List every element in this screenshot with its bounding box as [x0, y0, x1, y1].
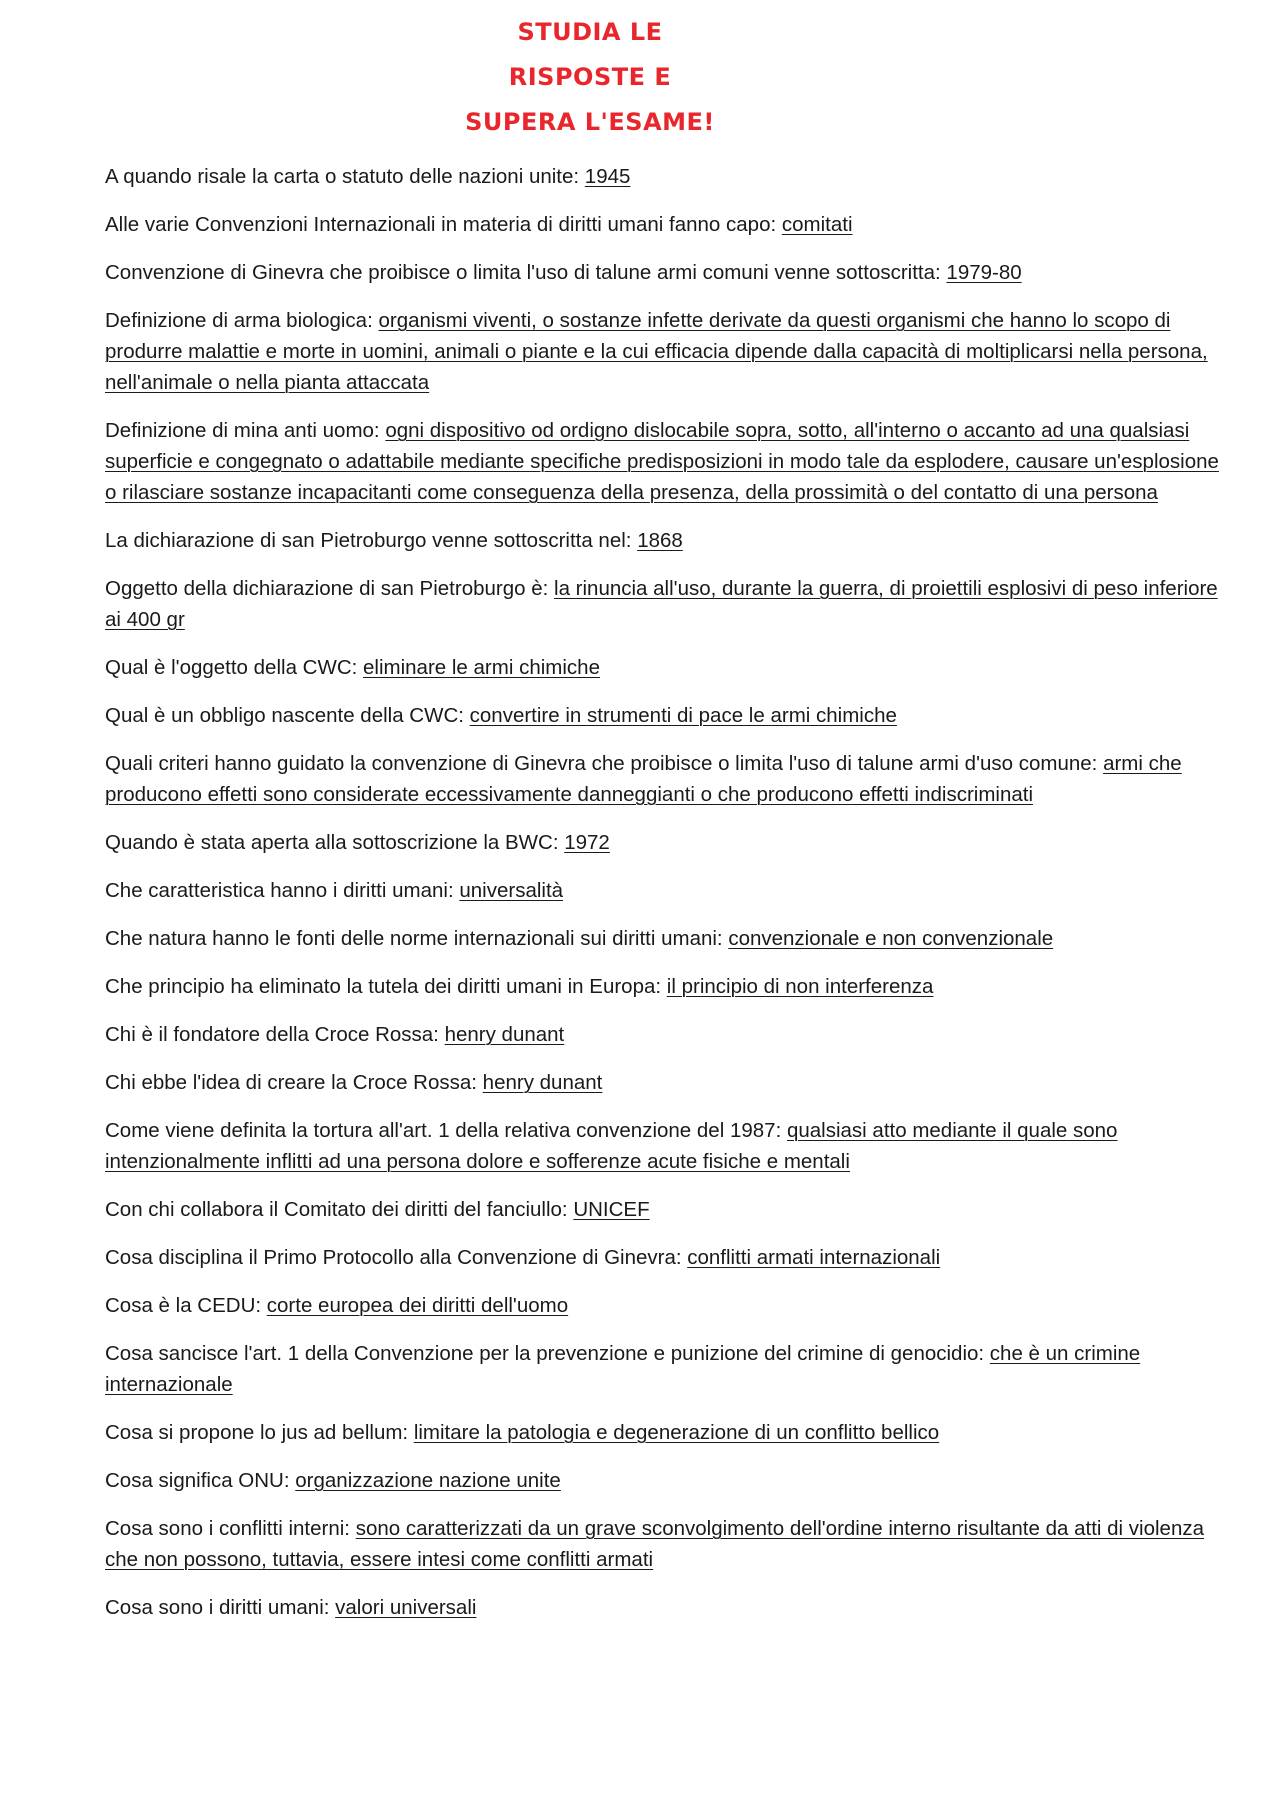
question-text: Quando è stata aperta alla sottoscrizione la BWC: [105, 831, 565, 854]
answer-text: il principio di non interferenza [666, 975, 934, 998]
question-text: Che natura hanno le fonti delle norme internazionali sui diritti umani: [105, 927, 729, 950]
answer-text: universalità [459, 879, 564, 902]
answer-text: valori universali [335, 1596, 477, 1619]
qa-item [105, 1194, 1225, 1225]
qa-item [105, 209, 1225, 240]
question-text: Cosa sono i conflitti interni: [105, 1517, 356, 1540]
question-text: La dichiarazione di san Pietroburgo venne sottoscritta nel: [105, 529, 638, 552]
answer-text: armi che producono effetti sono considerate eccessivamente danneggianti o che producono effetti indiscriminati [105, 752, 1182, 806]
question-text: Cosa sono i diritti umani: [105, 1596, 336, 1619]
qa-item [105, 161, 1225, 192]
answer-text: convenzionale e non convenzionale [728, 927, 1054, 950]
question-text: Cosa disciplina il Primo Protocollo alla Convenzione di Ginevra: [105, 1246, 688, 1269]
qa-list [105, 161, 1225, 1640]
qa-item [105, 305, 1225, 398]
answer-text: comitati [781, 213, 853, 236]
answer-text: conflitti armati internazionali [687, 1246, 941, 1269]
qa-item [105, 700, 1225, 731]
question-text: Definizione di mina anti uomo: [105, 419, 386, 442]
qa-item [105, 1465, 1225, 1496]
qa-item [105, 1417, 1225, 1448]
banner-line-2: RISPOSTE E [508, 63, 672, 91]
question-text: Chi è il fondatore della Croce Rossa: [105, 1023, 445, 1046]
question-text: Cosa significa ONU: [105, 1469, 296, 1492]
answer-text: 1972 [564, 831, 610, 854]
qa-item [105, 525, 1225, 556]
question-text: Con chi collabora il Comitato dei diritti del fanciullo: [105, 1198, 574, 1221]
qa-item [105, 573, 1225, 635]
qa-item [105, 827, 1225, 858]
study-banner [0, 10, 1180, 145]
question-text: Chi ebbe l'idea di creare la Croce Rossa: [105, 1071, 483, 1094]
question-text: Cosa sancisce l'art. 1 della Convenzione per la prevenzione e punizione del crimine di genocidio: [105, 1342, 990, 1365]
answer-text: 1945 [584, 165, 631, 188]
question-text: Convenzione di Ginevra che proibisce o limita l'uso di talune armi comuni venne sottoscritta: [105, 261, 947, 284]
question-text: Qual è l'oggetto della CWC: [105, 656, 364, 679]
qa-item [105, 257, 1225, 288]
qa-item [105, 652, 1225, 683]
qa-item [105, 1115, 1225, 1177]
question-text: Oggetto della dichiarazione di san Pietroburgo è: [105, 577, 555, 600]
answer-text: 1979-80 [946, 261, 1022, 284]
question-text: Cosa è la CEDU: [105, 1294, 267, 1317]
question-text: Che caratteristica hanno i diritti umani: [105, 879, 460, 902]
question-text: A quando risale la carta o statuto delle nazioni unite: [105, 165, 585, 188]
answer-text: organismi viventi, o sostanze infette derivate da questi organismi che hanno lo scopo di produrre malattie e morte in uomini, animali o piante e la cui efficacia dipende dalla capacità di moltiplicarsi nella persona, nell'animale o nella pianta attaccata [105, 309, 1208, 394]
answer-text: corte europea dei diritti dell'uomo [266, 1294, 569, 1317]
qa-item [105, 923, 1225, 954]
qa-item [105, 415, 1225, 508]
qa-item [105, 1290, 1225, 1321]
question-text: Definizione di arma biologica: [105, 309, 379, 332]
question-text: Alle varie Convenzioni Internazionali in materia di diritti umani fanno capo: [105, 213, 782, 236]
answer-text: la rinuncia all'uso, durante la guerra, di proiettili esplosivi di peso inferiore ai 400 gr [105, 577, 1218, 631]
qa-item [105, 875, 1225, 906]
banner-line-1: STUDIA LE [517, 18, 663, 46]
answer-text: limitare la patologia e degenerazione di un conflitto bellico [413, 1421, 940, 1444]
answer-text: ogni dispositivo od ordigno dislocabile sopra, sotto, all'interno o accanto ad una qualsiasi superficie e congegnato o adattabile mediante specifiche predisposizioni in modo tale da esplodere, causare un'esplosione o rilasciare sostanze incapacitanti come conseguenza della presenza, della prossimità o del contatto di una persona [105, 419, 1219, 504]
qa-item [105, 1067, 1225, 1098]
answer-text: sono caratterizzati da un grave sconvolgimento dell'ordine interno risultante da atti di violenza che non possono, tuttavia, essere intesi come conflitti armati [105, 1517, 1205, 1571]
answer-text: UNICEF [573, 1198, 650, 1221]
answer-text: che è un crimine internazionale [105, 1342, 1141, 1396]
qa-item [105, 971, 1225, 1002]
qa-item [105, 1019, 1225, 1050]
question-text: Che principio ha eliminato la tutela dei diritti umani in Europa: [105, 975, 667, 998]
qa-item [105, 1338, 1225, 1400]
question-text: Cosa si propone lo jus ad bellum: [105, 1421, 414, 1444]
qa-item [105, 1513, 1225, 1575]
answer-text: convertire in strumenti di pace le armi chimiche [469, 704, 897, 727]
answer-text: henry dunant [482, 1071, 603, 1094]
banner-line-3: SUPERA L'ESAME! [465, 108, 715, 136]
qa-item [105, 748, 1225, 810]
question-text: Qual è un obbligo nascente della CWC: [105, 704, 470, 727]
question-text: Quali criteri hanno guidato la convenzione di Ginevra che proibisce o limita l'uso di talune armi d'uso comune: [105, 752, 1104, 775]
qa-item [105, 1592, 1225, 1623]
answer-text: 1868 [637, 529, 683, 552]
qa-item [105, 1242, 1225, 1273]
answer-text: qualsiasi atto mediante il quale sono intenzionalmente inflitti ad una persona dolore e sofferenze acute fisiche e mentali [105, 1119, 1118, 1173]
answer-text: henry dunant [444, 1023, 565, 1046]
answer-text: organizzazione nazione unite [295, 1469, 561, 1492]
question-text: Come viene definita la tortura all'art. 1 della relativa convenzione del 1987: [105, 1119, 787, 1142]
answer-text: eliminare le armi chimiche [363, 656, 600, 679]
